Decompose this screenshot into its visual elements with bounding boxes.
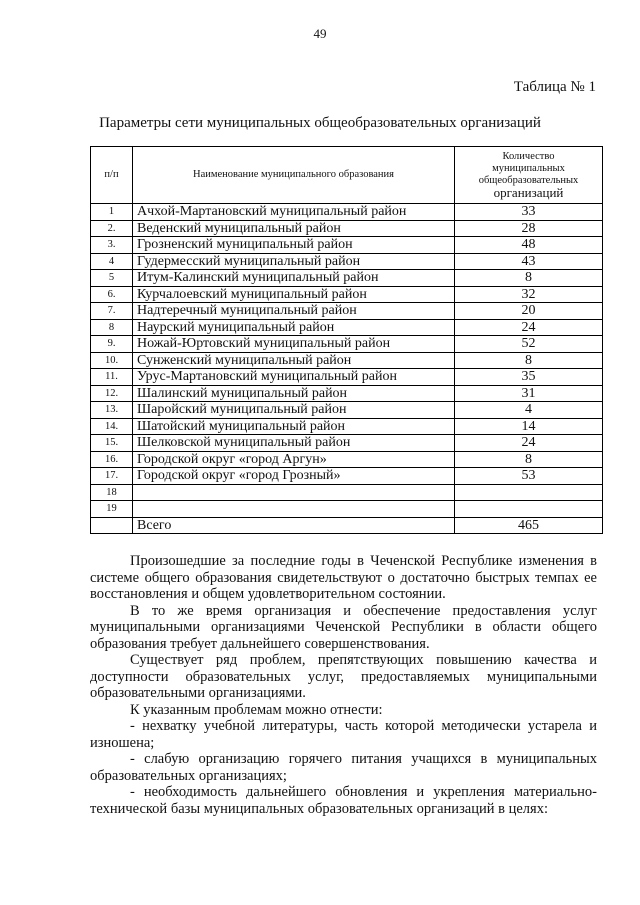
- row-number: 14.: [91, 418, 133, 435]
- table-row: [91, 352, 603, 369]
- row-municipality: [133, 501, 455, 518]
- row-count: 24: [455, 319, 603, 336]
- row-number: 3.: [91, 237, 133, 254]
- header-count-line: муниципальных: [492, 163, 565, 174]
- row-number: 8: [91, 319, 133, 336]
- total-value: 465: [455, 517, 603, 534]
- table-row: [91, 369, 603, 386]
- table-row: [91, 220, 603, 237]
- row-municipality: Надтеречный муниципальный район: [133, 303, 455, 320]
- table-row: [91, 336, 603, 353]
- row-count: 14: [455, 418, 603, 435]
- row-count: 31: [455, 385, 603, 402]
- total-label: Всего: [133, 517, 455, 534]
- paragraph: В то же время организация и обеспечение предоставления услуг муниципальными организациями Чеченской Республики в области общего образования требует дальнейшего совершенствования.: [90, 602, 597, 652]
- row-municipality: Наурский муниципальный район: [133, 319, 455, 336]
- table-row: [91, 237, 603, 254]
- row-count: 53: [455, 468, 603, 485]
- row-number: 17.: [91, 468, 133, 485]
- row-number: 18: [91, 484, 133, 501]
- row-count: [455, 484, 603, 501]
- row-count: 28: [455, 220, 603, 237]
- row-count: 33: [455, 204, 603, 221]
- table-row: [91, 303, 603, 320]
- row-number: 2.: [91, 220, 133, 237]
- row-municipality: Городской округ «город Грозный»: [133, 468, 455, 485]
- row-count: 35: [455, 369, 603, 386]
- header-count-line: общеобразовательных: [478, 175, 579, 186]
- row-number: 10.: [91, 352, 133, 369]
- paragraph: - нехватку учебной литературы, часть которой методически устарела и изношена;: [90, 718, 597, 751]
- row-count: 4: [455, 402, 603, 419]
- row-number: 12.: [91, 385, 133, 402]
- row-count: 20: [455, 303, 603, 320]
- table-row: [91, 468, 603, 485]
- row-count: 32: [455, 286, 603, 303]
- row-count: 8: [455, 451, 603, 468]
- row-number: 7.: [91, 303, 133, 320]
- row-number: 15.: [91, 435, 133, 452]
- row-count: 52: [455, 336, 603, 353]
- table-label: Таблица № 1: [513, 79, 596, 95]
- total-row: [91, 517, 603, 534]
- schools-table: [90, 146, 603, 534]
- table-row: [91, 286, 603, 303]
- row-municipality: [133, 484, 455, 501]
- row-number: 4: [91, 253, 133, 270]
- header-count-line: организаций: [493, 185, 564, 200]
- row-municipality: Ачхой-Мартановский муниципальный район: [133, 204, 455, 221]
- header-municipality: Наименование муниципального образования: [133, 147, 455, 204]
- table-row: [91, 402, 603, 419]
- table-row: [91, 319, 603, 336]
- row-municipality: Курчалоевский муниципальный район: [133, 286, 455, 303]
- paragraph: Существует ряд проблем, препятствующих повышению качества и доступности образовательных услуг, предоставляемых муниципальными образовательными организациями.: [90, 652, 597, 701]
- header-count: [455, 147, 603, 204]
- header-number: п/п: [91, 147, 133, 204]
- row-count: 8: [455, 352, 603, 369]
- row-municipality: Городской округ «город Аргун»: [133, 451, 455, 468]
- table-title: Параметры сети муниципальных общеобразовательных организаций: [99, 115, 541, 131]
- row-municipality: Урус-Мартановский муниципальный район: [133, 369, 455, 386]
- row-municipality: Ножай-Юртовский муниципальный район: [133, 336, 455, 353]
- table-row: [91, 501, 603, 518]
- table-row: [91, 418, 603, 435]
- row-number: 13.: [91, 402, 133, 419]
- row-number: 6.: [91, 286, 133, 303]
- row-municipality: Шатойский муниципальный район: [133, 418, 455, 435]
- row-municipality: Шаройский муниципальный район: [133, 402, 455, 419]
- table-row: [91, 204, 603, 221]
- paragraph: - необходимость дальнейшего обновления и укрепления материально-технической базы муниципальных образовательных организаций в целях:: [90, 784, 597, 817]
- row-count: 48: [455, 237, 603, 254]
- table-row: [91, 253, 603, 270]
- paragraph: Произошедшие за последние годы в Чеченской Республике изменения в системе общего образования свидетельствуют о достаточно быстрых темпах ее восстановления и общем удовлетворительном состоянии.: [90, 553, 597, 602]
- row-municipality: Гудермесский муниципальный район: [133, 253, 455, 270]
- table-header-row: [91, 147, 603, 204]
- table-row: [91, 451, 603, 468]
- header-count-line: Количество: [502, 151, 555, 162]
- row-municipality: Веденский муниципальный район: [133, 220, 455, 237]
- row-number: 11.: [91, 369, 133, 386]
- row-number: 9.: [91, 336, 133, 353]
- row-count: 43: [455, 253, 603, 270]
- row-municipality: Шелковской муниципальный район: [133, 435, 455, 452]
- row-number: 19: [91, 501, 133, 518]
- row-municipality: Шалинский муниципальный район: [133, 385, 455, 402]
- table-row: [91, 385, 603, 402]
- paragraph: - слабую организацию горячего питания учащихся в муниципальных образовательных организациях;: [90, 751, 597, 784]
- row-count: 8: [455, 270, 603, 287]
- row-municipality: Грозненский муниципальный район: [133, 237, 455, 254]
- row-number: 5: [91, 270, 133, 287]
- table-row: [91, 484, 603, 501]
- table-row: [91, 435, 603, 452]
- row-count: 24: [455, 435, 603, 452]
- total-empty-cell: [91, 517, 133, 534]
- row-number: 16.: [91, 451, 133, 468]
- body-text: [90, 553, 597, 817]
- row-municipality: Итум-Калинский муниципальный район: [133, 270, 455, 287]
- row-count: [455, 501, 603, 518]
- row-municipality: Сунженский муниципальный район: [133, 352, 455, 369]
- table-row: [91, 270, 603, 287]
- page-number: 49: [313, 26, 327, 41]
- paragraph: К указанным проблемам можно отнести:: [130, 701, 383, 718]
- row-number: 1: [91, 204, 133, 221]
